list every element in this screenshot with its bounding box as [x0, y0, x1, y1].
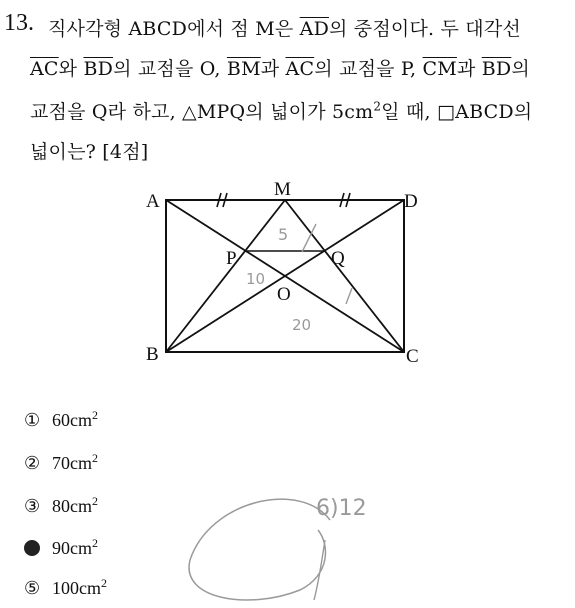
choice-2-mark: ②: [24, 453, 41, 473]
segment-ac: $\overline{AC}$: [285, 58, 315, 80]
label-p: P: [226, 248, 237, 269]
text: 의 교점을 P,: [314, 58, 423, 80]
question-number: 13.: [4, 10, 34, 36]
choice-5-value: 100cm: [52, 578, 101, 598]
choice-3[interactable]: [24, 494, 98, 517]
text: 직사각형 ABCD에서 점 M은: [48, 18, 300, 40]
text: 의 중점이다. 두 대각선: [329, 18, 521, 40]
segment-bd: $\overline{BD}$: [83, 58, 114, 80]
label-c: C: [406, 346, 419, 367]
choice-3-mark: ③: [24, 496, 41, 516]
choice-5-mark: ⑤: [24, 578, 41, 598]
text: 와: [58, 58, 84, 80]
handwritten-note-20: 20: [292, 316, 312, 334]
question-line-4: 넓이는? [4점]: [30, 141, 149, 163]
segment-ac: $\overline{AC}$: [30, 58, 59, 80]
segment-bd: $\overline{BD}$: [481, 58, 512, 80]
text: 의 교점을 O,: [113, 58, 227, 80]
handwritten-note-10: 10: [246, 270, 266, 288]
handwritten-note-5: 5: [278, 225, 289, 244]
text: 일 때, □ABCD의: [381, 101, 533, 123]
segment-ad: $\overline{AD}$: [299, 18, 330, 40]
text: 의: [511, 58, 530, 80]
choice-4-filled-mark: [24, 540, 40, 556]
choice-3-sup: 2: [92, 494, 98, 508]
segment-bm: $\overline{BM}$: [226, 58, 261, 80]
segment-bm-line: [166, 200, 285, 352]
label-m: M: [274, 179, 291, 200]
choice-4-value: 90cm: [52, 538, 92, 558]
choice-2[interactable]: [24, 451, 98, 474]
scribble-tail: [314, 540, 325, 600]
label-q: Q: [331, 248, 345, 269]
choice-5-sup: 2: [101, 576, 107, 590]
choice-1[interactable]: [24, 408, 98, 431]
choice-1-value: 60cm: [52, 410, 92, 430]
label-b: B: [146, 344, 159, 365]
label-d: D: [404, 191, 418, 212]
label-a: A: [146, 191, 160, 212]
segment-cm: $\overline{CM}$: [422, 58, 457, 80]
superscript: 2: [373, 99, 382, 114]
scribble-text: 6)12: [316, 496, 367, 521]
choice-5[interactable]: [24, 576, 107, 599]
choice-4[interactable]: [24, 536, 98, 559]
text: 교점을 Q라 하고, △MPQ의 넓이가 5cm: [30, 101, 374, 123]
scribble-loop: [189, 499, 330, 600]
choice-1-mark: ①: [24, 410, 41, 430]
label-o: O: [277, 284, 291, 305]
text: 과: [456, 58, 482, 80]
choice-2-value: 70cm: [52, 453, 92, 473]
text: 과: [260, 58, 286, 80]
choice-4-sup: 2: [92, 536, 98, 550]
choice-1-sup: 2: [92, 408, 98, 422]
choice-2-sup: 2: [92, 451, 98, 465]
choice-3-value: 80cm: [52, 496, 92, 516]
